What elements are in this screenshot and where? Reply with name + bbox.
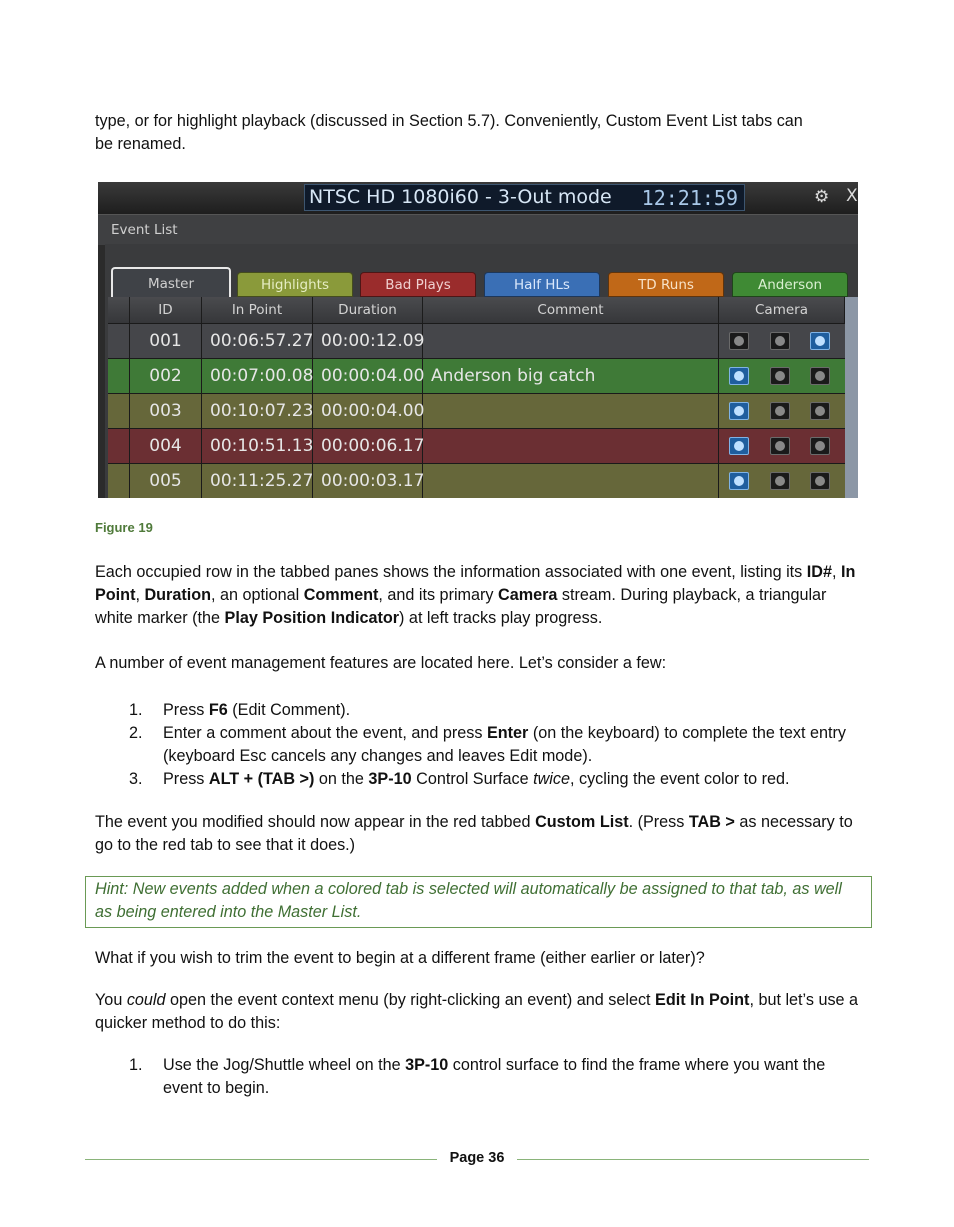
text: stream. During playback, a triangular white marker (the: [95, 586, 827, 627]
camera-toggle-icon[interactable]: [729, 367, 749, 385]
in-point-cell: 00:10:51.13: [202, 429, 313, 463]
camera-toggle-icon[interactable]: [770, 367, 790, 385]
clock-label: 12:21:59: [641, 186, 738, 210]
text: ,: [135, 586, 145, 604]
event-id-cell: 005: [130, 464, 202, 498]
text: (on the keyboard) to complete the text entry (keyboard Esc cancels any changes and leaves Edit mode).: [163, 724, 846, 765]
title-bar: [98, 182, 858, 214]
text: You: [95, 991, 127, 1009]
steps-list-2: [95, 1054, 865, 1100]
steps-list-1: [95, 699, 865, 791]
close-icon[interactable]: X: [846, 186, 858, 206]
text: open the event context menu (by right-clicking an event) and select: [165, 991, 656, 1009]
intro-paragraph: [95, 110, 865, 156]
table-row[interactable]: [108, 358, 845, 393]
play-position-cell: [108, 324, 130, 358]
camera-dot-icon: [734, 336, 744, 346]
text: Press: [163, 701, 209, 719]
column-header-id[interactable]: ID: [130, 297, 202, 323]
list-item: [95, 699, 865, 722]
bold-text: 3P-10: [405, 1056, 449, 1074]
tab-label: Highlights: [261, 277, 329, 293]
bold-text: F6: [208, 701, 228, 719]
in-point-cell: 00:07:00.08: [202, 359, 313, 393]
italic-text: could: [126, 991, 166, 1009]
gear-icon[interactable]: ⚙: [814, 187, 830, 207]
comment-cell: [423, 429, 719, 463]
page-number: Page 36: [449, 1150, 505, 1166]
table-row[interactable]: [108, 393, 845, 428]
event-id-cell: 002: [130, 359, 202, 393]
video-mode-label: NTSC HD 1080i60 - 3-Out mode: [309, 186, 612, 208]
bold-text: Edit In Point: [655, 991, 750, 1009]
event-id-cell: 001: [130, 324, 202, 358]
list-item: [95, 1054, 865, 1100]
event-list-screenshot: [98, 182, 858, 498]
tab-td-runs[interactable]: [608, 272, 724, 297]
play-position-cell: [108, 464, 130, 498]
text: as necessary to go to the red tab to see that it does.): [95, 813, 853, 854]
duration-cell: 00:00:06.17: [313, 429, 423, 463]
tab-label: Anderson: [757, 277, 823, 293]
list-number: 1.: [129, 1056, 143, 1074]
text: ) at left tracks play progress.: [399, 609, 603, 627]
marker-column-header: [108, 297, 130, 323]
tab-label: Bad Plays: [385, 277, 451, 293]
text: Press: [163, 770, 209, 788]
table-row[interactable]: [108, 428, 845, 463]
camera-dot-icon: [734, 476, 744, 486]
list-number: 2.: [129, 724, 143, 742]
video-mode-display: [304, 184, 745, 211]
paragraph-context-menu: [95, 989, 865, 1035]
camera-toggle-icon[interactable]: [810, 437, 830, 455]
text: Control Surface: [411, 770, 534, 788]
paragraph-trim-question: What if you wish to trim the event to begin at a different frame (either earlier or later)?: [95, 949, 705, 967]
camera-dot-icon: [775, 476, 785, 486]
play-position-cell: [108, 429, 130, 463]
camera-dot-icon: [775, 406, 785, 416]
tab-label: TD Runs: [638, 277, 694, 293]
text: control surface to find the frame where you want the event to begin.: [163, 1056, 826, 1097]
play-position-cell: [108, 394, 130, 428]
text: Enter a comment about the event, and press: [163, 724, 487, 742]
text: on the: [314, 770, 369, 788]
text: . (Press: [628, 813, 689, 831]
tab-label: Master: [147, 276, 195, 292]
camera-toggle-icon[interactable]: [729, 437, 749, 455]
camera-dot-icon: [775, 441, 785, 451]
duration-cell: 00:00:12.09: [313, 324, 423, 358]
camera-toggle-icon[interactable]: [810, 402, 830, 420]
page-footer: [85, 1148, 869, 1172]
comment-cell: [423, 324, 719, 358]
event-id-cell: 004: [130, 429, 202, 463]
camera-dot-icon: [815, 476, 825, 486]
scrollbar[interactable]: [845, 297, 858, 498]
panel-title: Event List: [111, 222, 178, 238]
text: Use the Jog/Shuttle wheel on the: [163, 1056, 406, 1074]
intro-line-1: type, or for highlight playback (discussed in Section 5.7). Conveniently, Custom Event List tabs can: [95, 112, 803, 130]
text: , and its primary: [378, 586, 499, 604]
tab-anderson[interactable]: [732, 272, 848, 297]
event-list-panel-header: [98, 214, 858, 245]
camera-toggle-icon[interactable]: [729, 402, 749, 420]
event-id-cell: 003: [130, 394, 202, 428]
bold-text: Play Position Indicator: [224, 609, 400, 627]
camera-dot-icon: [815, 371, 825, 381]
list-item: [95, 722, 865, 768]
text: Each occupied row in the tabbed panes shows the information associated with one event, listing its: [95, 563, 807, 581]
bold-text: Camera: [498, 586, 558, 604]
in-point-cell: 00:06:57.27: [202, 324, 313, 358]
column-header-in-point[interactable]: In Point: [202, 297, 313, 323]
column-header-camera[interactable]: Camera: [719, 297, 845, 323]
list-number: 3.: [129, 770, 143, 788]
camera-toggle-icon[interactable]: [810, 367, 830, 385]
paragraph-event-row-info: [95, 561, 865, 630]
tab-highlights[interactable]: [237, 272, 353, 297]
table-row[interactable]: [108, 323, 845, 358]
text: , an optional: [211, 586, 304, 604]
bold-text: 3P-10: [368, 770, 412, 788]
italic-text: twice: [533, 770, 570, 788]
list-item: [95, 768, 865, 791]
comment-cell: [423, 394, 719, 428]
camera-toggle-icon[interactable]: [770, 472, 790, 490]
bold-text: Custom List: [535, 813, 629, 831]
column-header-comment[interactable]: Comment: [423, 297, 719, 323]
camera-toggle-icon[interactable]: [810, 332, 830, 350]
text: The event you modified should now appear in the red tabbed: [95, 813, 536, 831]
in-point-cell: 00:11:25.27: [202, 464, 313, 498]
camera-dot-icon: [734, 371, 744, 381]
camera-toggle-icon[interactable]: [770, 332, 790, 350]
camera-dot-icon: [775, 336, 785, 346]
bold-text: In Point: [95, 563, 856, 604]
text: (Edit Comment).: [227, 701, 351, 719]
column-header-duration[interactable]: Duration: [313, 297, 423, 323]
bold-text: Enter: [486, 724, 529, 742]
bold-text: Comment: [303, 586, 379, 604]
tab-master[interactable]: [111, 267, 231, 297]
bold-text: ALT + (TAB >): [208, 770, 315, 788]
camera-dot-icon: [815, 441, 825, 451]
duration-cell: 00:00:04.00: [313, 359, 423, 393]
intro-line-2: be renamed.: [95, 135, 186, 153]
tab-half-hls[interactable]: [484, 272, 600, 297]
duration-cell: 00:00:03.17: [313, 464, 423, 498]
list-number: 1.: [129, 701, 143, 719]
comment-cell: Anderson big catch: [423, 359, 719, 393]
camera-dot-icon: [775, 371, 785, 381]
tab-label: Half HLs: [514, 277, 570, 293]
bold-text: ID#: [806, 563, 832, 581]
camera-dot-icon: [815, 336, 825, 346]
camera-dot-icon: [734, 406, 744, 416]
figure-caption: Figure 19: [95, 520, 153, 535]
play-position-cell: [108, 359, 130, 393]
camera-toggle-icon[interactable]: [729, 472, 749, 490]
text: , but let’s use a quicker method to do this:: [95, 991, 859, 1032]
camera-toggle-icon[interactable]: [729, 332, 749, 350]
camera-dot-icon: [815, 406, 825, 416]
bold-text: TAB >: [688, 813, 735, 831]
in-point-cell: 00:10:07.23: [202, 394, 313, 428]
hint-box: Hint: New events added when a colored tab is selected will automatically be assigned to that tab, as well as being entered into the Master List.: [85, 876, 872, 928]
text: , cycling the event color to red.: [569, 770, 790, 788]
camera-dot-icon: [734, 441, 744, 451]
paragraph-features-intro: A number of event management features are located here. Let’s consider a few:: [95, 654, 667, 672]
table-row[interactable]: [108, 463, 845, 498]
text: ,: [831, 563, 841, 581]
camera-toggle-icon[interactable]: [770, 402, 790, 420]
bold-text: Duration: [144, 586, 212, 604]
duration-cell: 00:00:04.00: [313, 394, 423, 428]
camera-toggle-icon[interactable]: [810, 472, 830, 490]
camera-toggle-icon[interactable]: [770, 437, 790, 455]
tab-bad-plays[interactable]: [360, 272, 476, 297]
paragraph-custom-list: [95, 811, 865, 857]
comment-cell: [423, 464, 719, 498]
